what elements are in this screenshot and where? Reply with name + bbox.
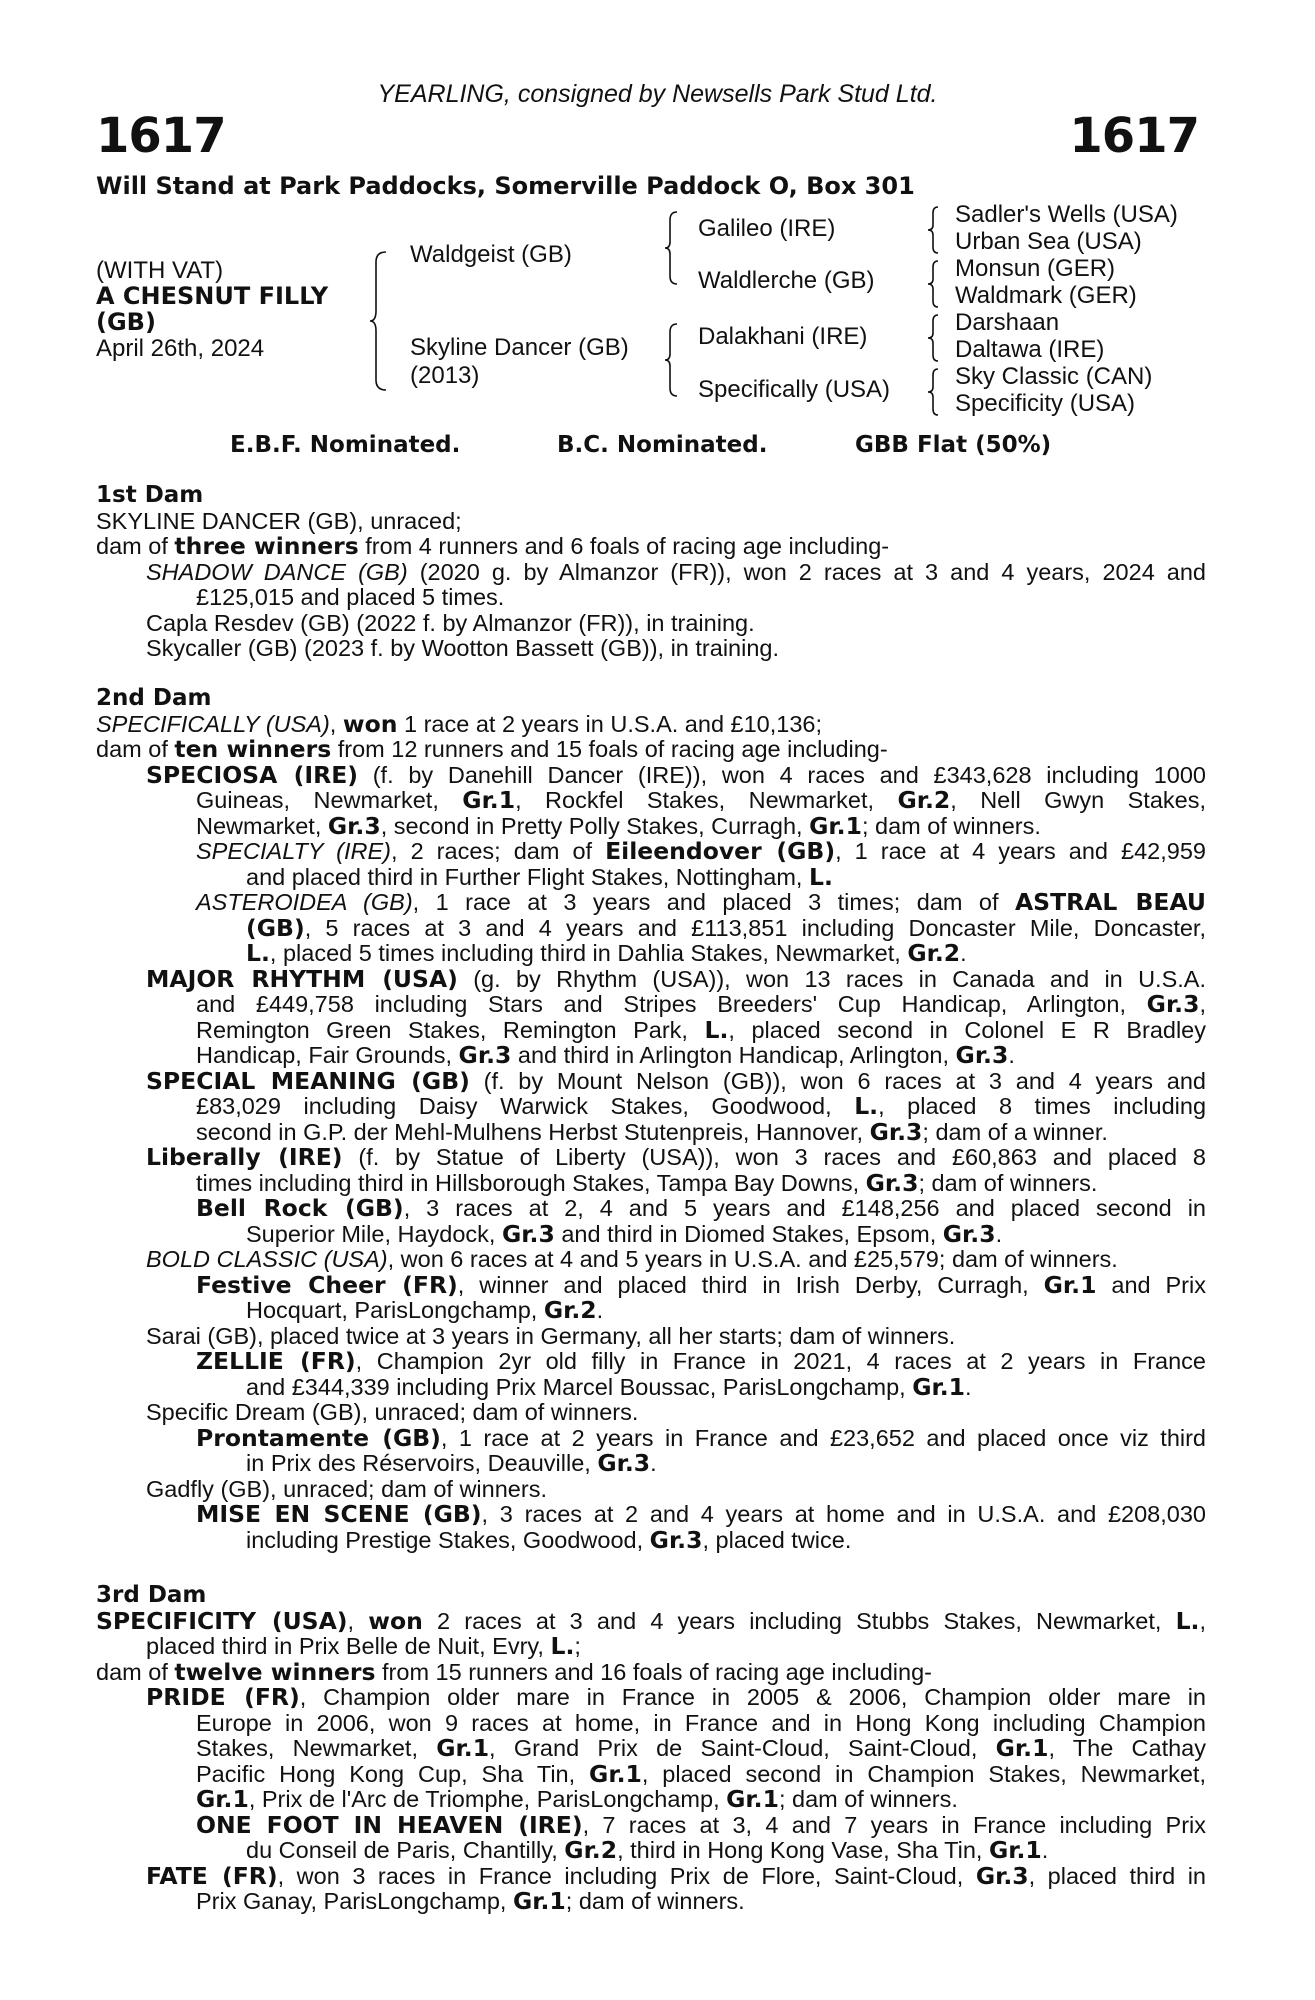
pedigree-bracket-g1 [928,204,944,256]
pedigree-bracket-g3 [928,312,944,364]
pedigree-g5: Darshaan [955,309,1060,336]
text-line: dam of twelve winners from 15 runners and 16 foals of racing age including- [96,1657,932,1686]
text-line: and £344,339 including Prix Marcel Boussac, ParisLongchamp, Gr.1. [246,1372,972,1401]
pedigree-bracket-main [370,248,400,398]
pedigree-g6: Daltawa (IRE) [955,336,1105,363]
stand-location: Will Stand at Park Paddocks, Somerville Paddock O, Box 301 [96,172,915,200]
text-line: Remington Green Stakes, Remington Park, L., placed second in Colonel E R Bradley [196,1015,1207,1044]
progeny-entry: SPECIOSA (IRE) (f. by Danehill Dancer (IRE)), won 4 races and £343,628 including 1000 [146,760,1206,789]
pedigree-g3: Monsun (GER) [955,255,1116,282]
text-line: Hocquart, ParisLongchamp, Gr.2. [246,1296,604,1324]
pedigree-sire-sire: Galileo (IRE) [698,215,836,242]
lot-number-right: 1617 [1069,108,1199,164]
progeny-entry: Gadfly (GB), unraced; dam of winners. [146,1475,547,1502]
section-heading: 3rd Dam [96,1582,207,1608]
vat-note: (WITH VAT) [96,257,224,284]
pedigree-g7: Sky Classic (CAN) [955,363,1153,390]
section-heading: 1st Dam [96,482,204,508]
text-line: du Conseil de Paris, Chantilly, Gr.2, third in Hong Kong Vase, Sha Tin, Gr.1. [246,1836,1049,1864]
text-line: Gr.1, Prix de l'Arc de Triomphe, ParisLongchamp, Gr.1; dam of winners. [196,1785,958,1813]
section-heading: 2nd Dam [96,685,212,711]
text-line: placed third in Prix Belle de Nuit, Evry, L.; [146,1632,581,1660]
text-line: times including third in Hillsborough Stakes, Tampa Bay Downs, Gr.3; dam of winners. [196,1168,1098,1197]
text-line: including Prestige Stakes, Goodwood, Gr.3, placed twice. [246,1525,852,1554]
text-line: £83,029 including Daisy Warwick Stakes, Goodwood, L., placed 8 times including [196,1092,1207,1120]
pedigree-sire: Waldgeist (GB) [410,241,572,268]
second-dam-section [96,686,1206,1553]
text-line: Pacific Hong Kong Cup, Sha Tin, Gr.1, placed second in Champion Stakes, Newmarket, [196,1759,1206,1788]
progeny-entry: Bell Rock (GB), 3 races at 2, 4 and 5 years and £148,256 and placed second in [196,1194,1207,1222]
pedigree-bracket-g4 [928,366,944,418]
progeny-entry: FATE (FR), won 3 races in France including Prix de Flore, Saint-Cloud, Gr.3, placed third in [146,1861,1206,1890]
text-line: in Prix des Réservoirs, Deauville, Gr.3. [246,1449,657,1477]
pedigree-bracket-g2 [928,258,944,310]
lot-number-left: 1617 [96,108,226,164]
progeny-entry: SHADOW DANCE (GB) (2020 g. by Almanzor (FR)), won 2 races at 3 and 4 years, 2024 and [146,558,1206,585]
progeny-entry: ONE FOOT IN HEAVEN (IRE), 7 races at 3, 4 and 7 years in France including Prix [196,1810,1206,1839]
text-line: SPECIFICALLY (USA), won 1 race at 2 years in U.S.A. and £10,136; [96,709,823,738]
text-line: (GB), 5 races at 3 and 4 years and £113,851 including Doncaster Mile, Doncaster, [246,913,1206,942]
progeny-entry: Sarai (GB), placed twice at 3 years in Germany, all her starts; dam of winners. [146,1322,956,1349]
progeny-entry: MISE EN SCENE (GB), 3 races at 2 and 4 years at home and in U.S.A. and £208,030 [196,1500,1206,1528]
text-line: second in G.P. der Mehl-Mulhens Herbst Stutenpreis, Hannover, Gr.3; dam of a winner. [196,1117,1108,1146]
progeny-entry: Liberally (IRE) (f. by Statue of Liberty (USA)), won 3 races and £60,863 and placed 8 [146,1143,1206,1171]
pedigree-g1: Sadler's Wells (USA) [955,201,1178,228]
text-line: Guineas, Newmarket, Gr.1, Rockfel Stakes, Newmarket, Gr.2, Nell Gwyn Stakes, [196,786,1206,814]
pedigree-g2: Urban Sea (USA) [955,228,1142,255]
progeny-entry: Specific Dream (GB), unraced; dam of winners. [146,1399,639,1425]
text-line: Handicap, Fair Grounds, Gr.3 and third in Arlington Handicap, Arlington, Gr.3. [196,1041,1015,1069]
text-line: Newmarket, Gr.3, second in Pretty Polly Stakes, Curragh, Gr.1; dam of winners. [196,811,1041,840]
progeny-entry: ZELLIE (FR), Champion 2yr old filly in France in 2021, 4 races at 2 years in France [196,1347,1206,1375]
pedigree-dam-dam: Specifically (USA) [698,376,891,403]
horse-name: A CHESNUT FILLY [96,282,329,310]
gbb-flat: GBB Flat (50%) [855,432,1052,458]
third-dam-section [96,1583,1206,1915]
horse-name-country: (GB) [96,308,156,336]
progeny-entry: Festive Cheer (FR), winner and placed third in Irish Derby, Curragh, Gr.1 and Prix [196,1270,1206,1299]
pedigree-g4: Waldmark (GER) [955,282,1137,309]
pedigree-bracket-dam [665,320,685,400]
bc-nomination: B.C. Nominated. [557,432,768,458]
text-line: and £449,758 including Stars and Stripes Breeders' Cup Handicap, Arlington, Gr.3, [196,990,1206,1018]
progeny-entry: PRIDE (FR), Champion older mare in France in 2005 & 2006, Champion older mare in [146,1683,1206,1711]
progeny-entry: Prontamente (GB), 1 race at 2 years in France and £23,652 and placed once viz third [196,1423,1207,1452]
text-line: Europe in 2006, won 9 races at home, in France and in Hong Kong including Champion [196,1709,1206,1736]
text-line: SPECIFICITY (USA), won 2 races at 3 and 4 years including Stubbs Stakes, Newmarket, L., [96,1606,1206,1635]
progeny-entry: Skycaller (GB) (2023 f. by Wootton Bassett (GB)), in training. [146,635,779,661]
pedigree-dam-year: (2013) [410,362,480,389]
consignment-line: YEARLING, consigned by Newsells Park Stud Ltd. [377,80,938,108]
progeny-entry: ASTEROIDEA (GB), 1 race at 3 years and placed 3 times; dam of ASTRAL BEAU [196,888,1206,916]
text-line: dam of ten winners from 12 runners and 15 foals of racing age including- [96,735,888,763]
pedigree-dam-sire: Dalakhani (IRE) [698,323,868,350]
pedigree-sire-dam: Waldlerche (GB) [698,267,875,294]
pedigree-bracket-sire [665,208,685,288]
pedigree-dam: Skyline Dancer (GB) [410,334,629,361]
text-line: L., placed 5 times including third in Dahlia Stakes, Newmarket, Gr.2. [246,939,967,967]
foaling-date: April 26th, 2024 [96,335,265,362]
progeny-entry: MAJOR RHYTHM (USA) (g. by Rhythm (USA)), won 13 races in Canada and in U.S.A. [146,964,1206,993]
first-dam-section [96,483,1206,662]
progeny-entry: BOLD CLASSIC (USA), won 6 races at 4 and 5 years in U.S.A. and £25,579; dam of winners. [146,1246,1118,1272]
text-line: SKYLINE DANCER (GB), unraced; [96,507,462,534]
progeny-entry: SPECIALTY (IRE), 2 races; dam of Eileendover (GB), 1 race at 4 years and £42,959 [196,837,1206,865]
text-line: £125,015 and placed 5 times. [196,584,505,610]
text-line: Stakes, Newmarket, Gr.1, Grand Prix de Saint-Cloud, Saint-Cloud, Gr.1, The Cathay [196,1734,1206,1762]
progeny-entry: SPECIAL MEANING (GB) (f. by Mount Nelson (GB)), won 6 races at 3 and 4 years and [146,1066,1206,1095]
text-line: dam of three winners from 4 runners and 6 foals of racing age including- [96,532,890,560]
progeny-entry: Capla Resdev (GB) (2022 f. by Almanzor (FR)), in training. [146,609,755,636]
ebf-nomination: E.B.F. Nominated. [230,432,461,458]
text-line: Prix Ganay, ParisLongchamp, Gr.1; dam of winners. [196,1887,745,1915]
pedigree-g8: Specificity (USA) [955,390,1136,417]
text-line: Superior Mile, Haydock, Gr.3 and third in Diomed Stakes, Epsom, Gr.3. [246,1219,1003,1248]
text-line: and placed third in Further Flight Stakes, Nottingham, L. [246,862,833,891]
